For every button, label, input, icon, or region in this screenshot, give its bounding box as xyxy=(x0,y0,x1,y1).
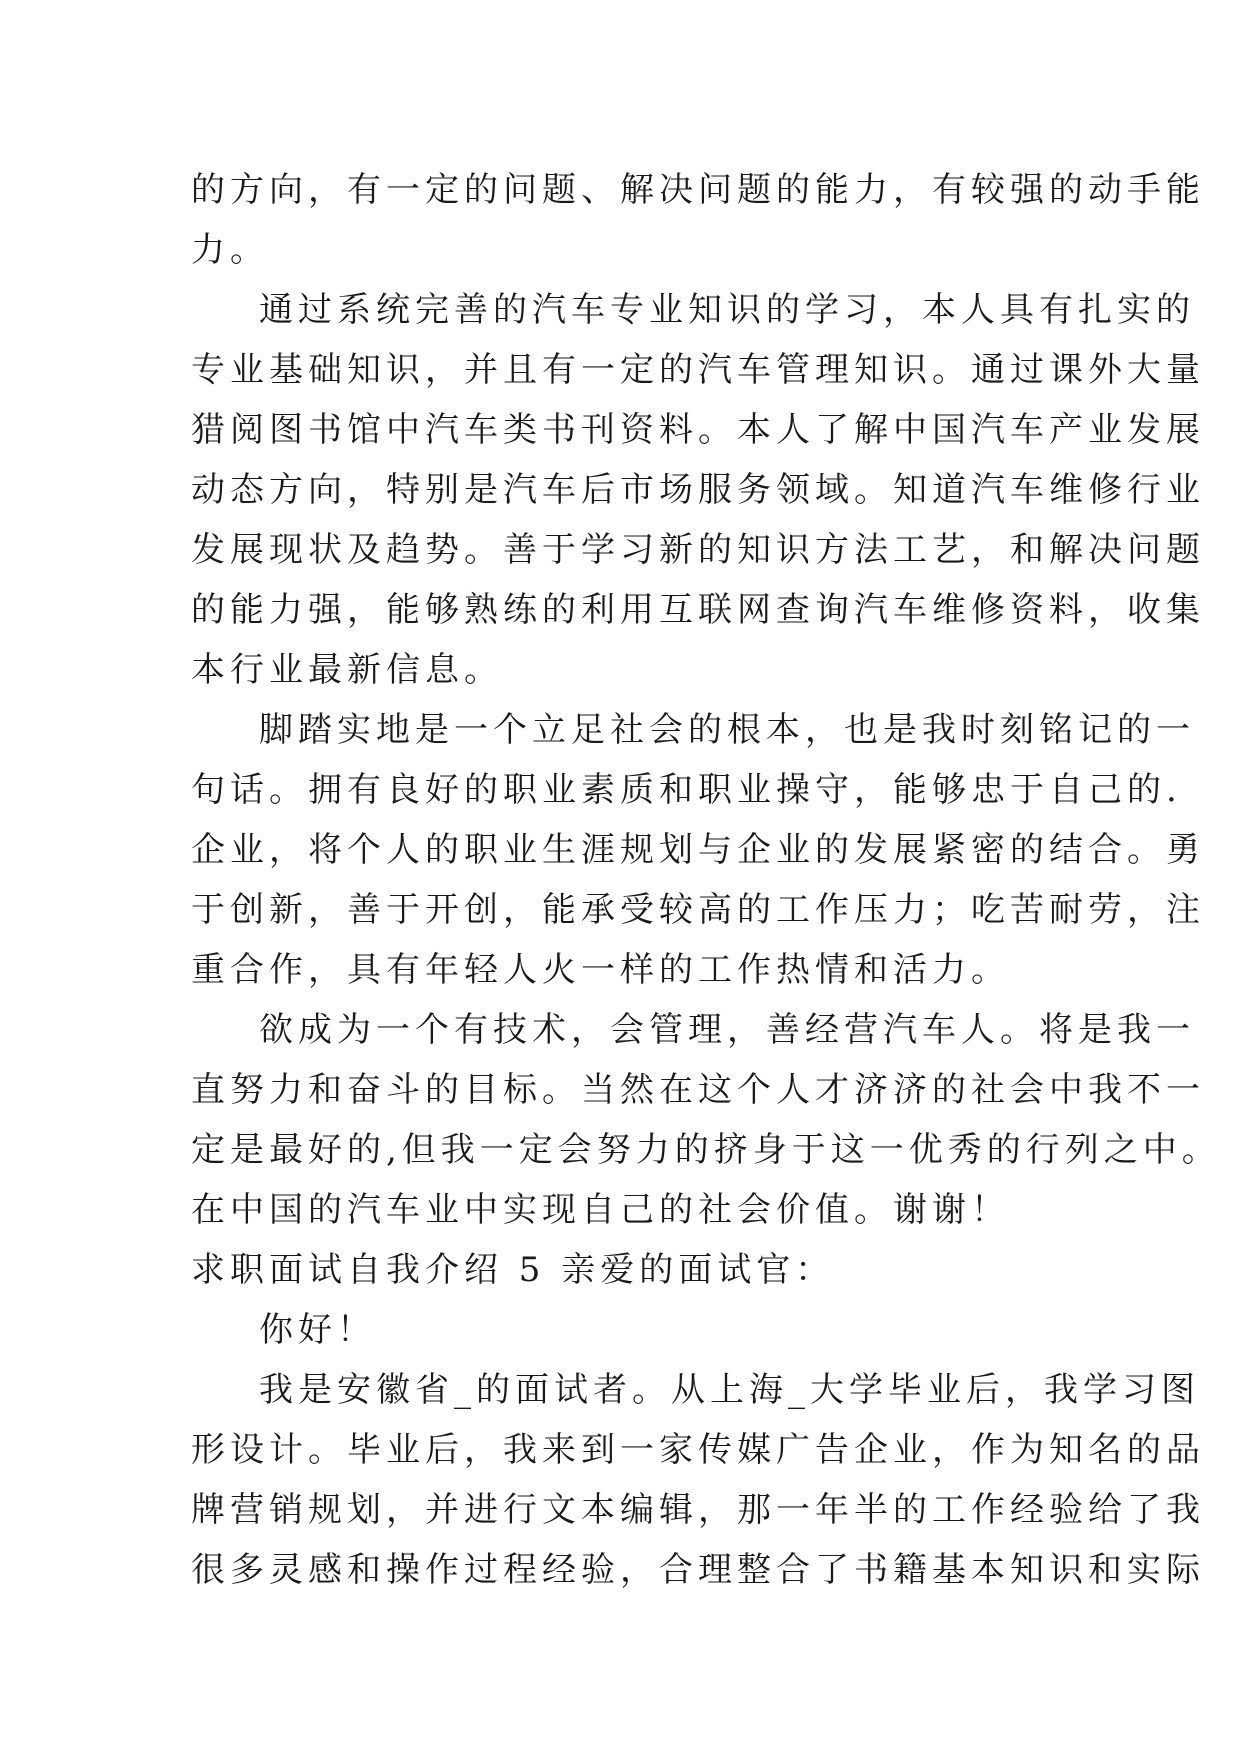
text-line: 很多灵感和操作过程经验，合理整合了书籍基本知识和实际 xyxy=(191,1550,1205,1590)
text-line: 通过系统完善的汽车专业知识的学习，本人具有扎实的 xyxy=(259,290,1195,330)
text-line: 本行业最新信息。 xyxy=(191,650,503,690)
text-line: 的能力强，能够熟练的利用互联网查询汽车维修资料，收集 xyxy=(191,590,1205,630)
text-line: 形设计。毕业后，我来到一家传媒广告企业，作为知名的品 xyxy=(191,1430,1205,1470)
text-line: 脚踏实地是一个立足社会的根本，也是我时刻铭记的一 xyxy=(259,710,1195,750)
text-line: 欲成为一个有技术，会管理，善经营汽车人。将是我一 xyxy=(259,1010,1195,1050)
text-line: 的方向，有一定的问题、解决问题的能力，有较强的动手能 xyxy=(191,170,1205,210)
text-line: 发展现状及趋势。善于学习新的知识方法工艺，和解决问题 xyxy=(191,530,1205,570)
text-line: 牌营销规划，并进行文本编辑，那一年半的工作经验给了我 xyxy=(191,1490,1205,1530)
text-line: 直努力和奋斗的目标。当然在这个人才济济的社会中我不一 xyxy=(191,1070,1205,1110)
text-line: 猎阅图书馆中汽车类书刊资料。本人了解中国汽车产业发展 xyxy=(191,410,1205,450)
text-line: 企业，将个人的职业生涯规划与企业的发展紧密的结合。勇 xyxy=(191,830,1205,870)
text-line: 重合作，具有年轻人火一样的工作热情和活力。 xyxy=(191,950,1010,990)
text-line: 句话。拥有良好的职业素质和职业操守，能够忠于自己的. xyxy=(191,770,1182,810)
text-line: 你好！ xyxy=(259,1310,376,1350)
text-line: 于创新，善于开创，能承受较高的工作压力；吃苦耐劳，注 xyxy=(191,890,1205,930)
text-line: 力。 xyxy=(191,230,269,270)
text-line: 我是安徽省_的面试者。从上海_大学毕业后，我学习图 xyxy=(259,1370,1200,1410)
text-line: 在中国的汽车业中实现自己的社会价值。谢谢！ xyxy=(191,1190,1010,1230)
text-line: 动态方向，特别是汽车后市场服务领域。知道汽车维修行业 xyxy=(191,470,1205,510)
text-line: 求职面试自我介绍 5 亲爱的面试官： xyxy=(191,1250,835,1290)
document-body xyxy=(191,160,1221,1600)
text-line: 专业基础知识，并且有一定的汽车管理知识。通过课外大量 xyxy=(191,350,1205,390)
text-line: 定是最好的,但我一定会努力的挤身于这一优秀的行列之中。 xyxy=(191,1130,1221,1170)
